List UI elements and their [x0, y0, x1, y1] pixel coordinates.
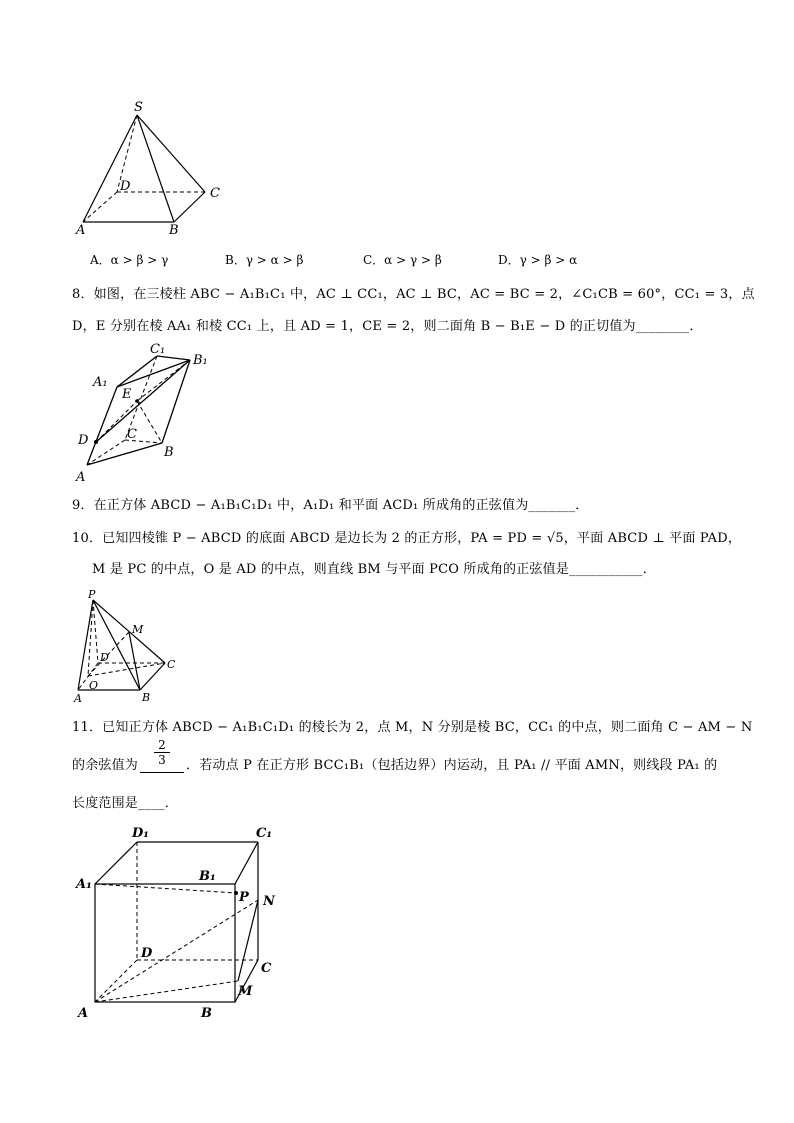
- label-b: B: [142, 691, 151, 704]
- label-a1: A₁: [76, 877, 92, 892]
- q11-text-line3: 长度范围是____．: [72, 796, 179, 811]
- label-d: D: [120, 179, 131, 194]
- q8-text-line2: D，E 分别在棱 AA₁ 和棱 CC₁ 上，且 AD = 1，CE = 2，则二面角 B − B₁E − D 的正切值为________．: [72, 319, 703, 334]
- label-m: M: [238, 984, 253, 999]
- label-s: S: [134, 100, 143, 115]
- label-p: P: [239, 890, 249, 905]
- label-b: B: [201, 1006, 212, 1021]
- q7-option-c: C．α > γ > β: [363, 253, 442, 267]
- label-a: A: [74, 692, 82, 705]
- label-c: C: [167, 658, 176, 671]
- label-d: D: [141, 946, 153, 961]
- label-b1: B₁: [199, 869, 216, 884]
- q7-option-b: B．γ > α > β: [225, 253, 304, 267]
- q11-text-line1: 11．已知正方体 ABCD − A₁B₁C₁D₁ 的棱长为 2，点 M，N 分别是棱 BC，CC₁ 的中点，则二面角 C − AM − N: [72, 720, 753, 735]
- label-b1: B₁: [193, 353, 208, 368]
- label-n: N: [263, 894, 275, 909]
- fraction-numerator: 2: [154, 738, 170, 753]
- q10-text-line2: M 是 PC 的中点，O 是 AD 的中点，则直线 BM 与平面 PCO 所成角的正弦值是___________．: [92, 562, 656, 577]
- q11-text-line2-post: ．若动点 P 在正方形 BCC₁B₁（包括边界）内运动，且 PA₁ // 平面 AMN，则线段 PA₁ 的: [186, 758, 718, 773]
- label-a: A: [76, 223, 86, 238]
- label-b: B: [164, 445, 174, 460]
- label-d1: D₁: [132, 826, 149, 841]
- label-p: P: [88, 588, 96, 601]
- label-c: C: [127, 427, 137, 442]
- label-d: D: [78, 433, 89, 448]
- label-o: O: [89, 679, 99, 692]
- label-d: D: [100, 651, 109, 664]
- q7-option-d: D．γ > β > α: [498, 253, 578, 267]
- label-a1: A₁: [93, 375, 108, 390]
- label-c1: C₁: [150, 342, 166, 357]
- label-a: A: [78, 1006, 89, 1021]
- label-m: M: [132, 623, 144, 636]
- label-c1: C₁: [256, 826, 273, 841]
- q7-option-a: A．α > β > γ: [90, 253, 169, 267]
- label-c: C: [210, 186, 220, 201]
- label-e: E: [122, 387, 132, 402]
- fraction-denominator: 3: [158, 753, 166, 767]
- label-b: B: [169, 223, 179, 238]
- q8-text-line1: 8．如图，在三棱柱 ABC − A₁B₁C₁ 中，AC ⊥ CC₁，AC ⊥ BC，AC = BC = 2，∠C₁CB = 60°，CC₁ = 3，点: [72, 287, 755, 302]
- q11-text-line2-pre: 的余弦值为: [72, 758, 139, 773]
- label-c: C: [261, 961, 272, 976]
- q10-text-line1: 10．已知四棱锥 P − ABCD 的底面 ABCD 是边长为 2 的正方形，PA = PD = √5，平面 ABCD ⊥ 平面 PAD，: [72, 531, 742, 546]
- q9-text-line1: 9．在正方体 ABCD − A₁B₁C₁D₁ 中，A₁D₁ 和平面 ACD₁ 所成角的正弦值为_______．: [72, 498, 589, 513]
- label-a: A: [76, 470, 86, 485]
